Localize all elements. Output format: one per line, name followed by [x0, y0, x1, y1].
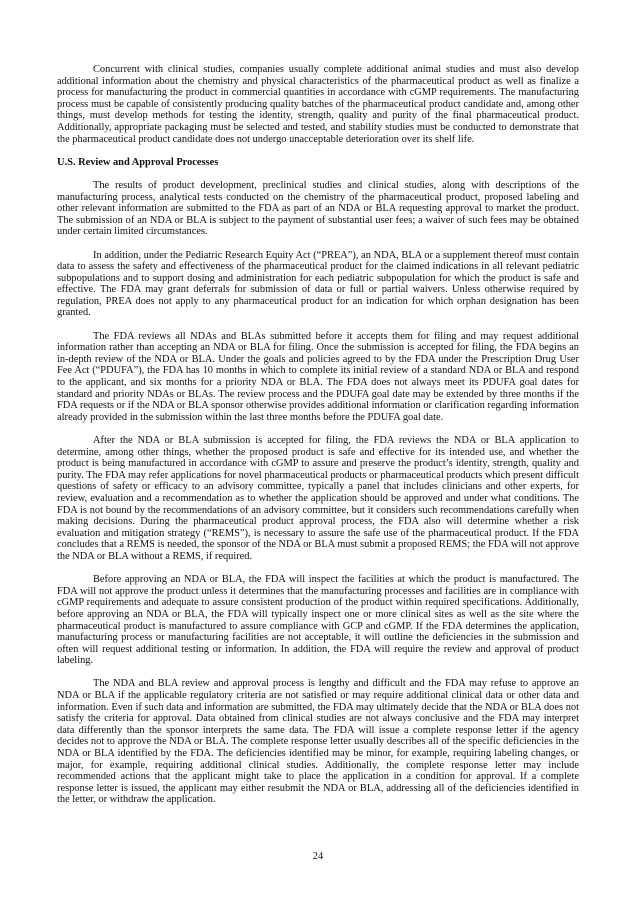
paragraph-inspection: Before approving an NDA or BLA, the FDA will inspect the facilities at which the product is manufactured. The FDA will not approve the product unless it determines that the manufacturing processes and facilities are in compliance with cGMP requirements and adequate to assure consistent production of the product within required specifications. Additionally, before approving an NDA or BLA, the FDA will typically inspect one or more clinical sites as well as the site where the pharmaceutical product is manufactured to assure compliance with GCP and cGMP. If the FDA determines the application, manufacturing process or manufacturing facilities are not acceptable, it will outline the deficiencies in the submission and often will request additional testing or information. In addition, the FDA will require the review and approval of product labeling.	[57, 574, 579, 667]
paragraph-fda-review: The FDA reviews all NDAs and BLAs submitted before it accepts them for filing and may request additional information rather than accepting an NDA or BLA for filing. Once the submission is accepted for filing, the FDA begins an in-depth review of the NDA or BLA. Under the goals and policies agreed to by the FDA under the Prescription Drug User Fee Act (“PDUFA”), the FDA has 10 months in which to complete its initial review of a standard NDA or BLA and respond to the applicant, and six months for a priority NDA or BLA. The FDA does not always meet its PDUFA goal dates for standard and priority NDAs or BLAs. The review process and the PDUFA goal date may be extended by three months if the FDA requests or if the NDA or BLA sponsor otherwise provides additional information or clarification regarding information already provided in the submission within the last three months before the PDUFA goal date.	[57, 330, 579, 423]
section-heading: U.S. Review and Approval Processes	[57, 156, 219, 168]
paragraph-post-filing: After the NDA or BLA submission is accepted for filing, the FDA reviews the NDA or BLA application to determine, among other things, whether the proposed product is safe and effective for its intended use, and whether the product is being manufactured in accordance with cGMP to assure and preserve the product’s identity, strength, quality and purity. The FDA may refer applications for novel pharmaceutical products or pharmaceutical products which present difficult questions of safety or efficacy to an advisory committee, typically a panel that includes clinicians and other experts, for review, evaluation and a recommendation as to whether the application should be approved and under what conditions. The FDA is not bound by the recommendations of an advisory committee, but it considers such recommendations carefully when making decisions. During the pharmaceutical product approval process, the FDA also will determine whether a risk evaluation and mitigation strategy (“REMS”), is necessary to assure the safe use of the pharmaceutical product. If the FDA concludes that a REMS is needed, the sponsor of the NDA or BLA must submit a proposed REMS; the FDA will not approve the NDA or BLA without a REMS, if required.	[57, 435, 579, 562]
paragraph-prea: In addition, under the Pediatric Research Equity Act (“PREA”), an NDA, BLA or a supplement thereof must contain data to assess the safety and effectiveness of the pharmaceutical product for the claimed indications in all relevant pediatric subpopulations and to support dosing and administration for each pediatric subpopulation for which the product is safe and effective. The FDA may grant deferrals for submission of data or full or partial waivers. Unless otherwise required by regulation, PREA does not apply to any pharmaceutical product for an indication for which orphan designation has been granted.	[57, 249, 579, 319]
paragraph-approval-process: The NDA and BLA review and approval process is lengthy and difficult and the FDA may refuse to approve an NDA or BLA if the applicable regulatory criteria are not satisfied or may require additional clinical data or other data and information. Even if such data and information are submitted, the FDA may ultimately decide that the NDA or BLA does not satisfy the criteria for approval. Data obtained from clinical studies are not always conclusive and the FDA may interpret data differently than the sponsor interprets the same data. The FDA will issue a complete response letter if the agency decides not to approve the NDA or BLA. The complete response letter usually describes all of the specific deficiencies in the NDA or BLA identified by the FDA. The deficiencies identified may be minor, for example, requiring labeling changes, or major, for example, requiring additional clinical studies. Additionally, the complete response letter may include recommended actions that the applicant might take to place the application in a condition for approval. If a complete response letter is issued, the applicant may either resubmit the NDA or BLA, addressing all of the deficiencies identified in the letter, or withdraw the application.	[57, 678, 579, 806]
page-number: 24	[312, 851, 324, 862]
paragraph-submission: The results of product development, preclinical studies and clinical studies, along with descriptions of the manufacturing process, analytical tests conducted on the chemistry of the pharmaceutical product, proposed labeling and other relevant information are submitted to the FDA as part of an NDA or BLA requesting approval to market the product. The submission of an NDA or BLA is subject to the payment of substantial user fees; a waiver of such fees may be obtained under certain limited circumstances.	[57, 179, 579, 238]
paragraph-manufacturing: Concurrent with clinical studies, companies usually complete additional animal studies and must also develop additional information about the chemistry and physical characteristics of the pharmaceutical product as well as finalize a process for manufacturing the product in commercial quantities in accordance with cGMP requirements. The manufacturing process must be capable of consistently producing quality batches of the pharmaceutical product candidate and, among other things, must develop methods for testing the identity, strength, quality and purity of the final pharmaceutical product. Additionally, appropriate packaging must be selected and tested, and stability studies must be conducted to demonstrate that the pharmaceutical product candidate does not undergo unacceptable deterioration over its shelf life.	[57, 64, 579, 145]
